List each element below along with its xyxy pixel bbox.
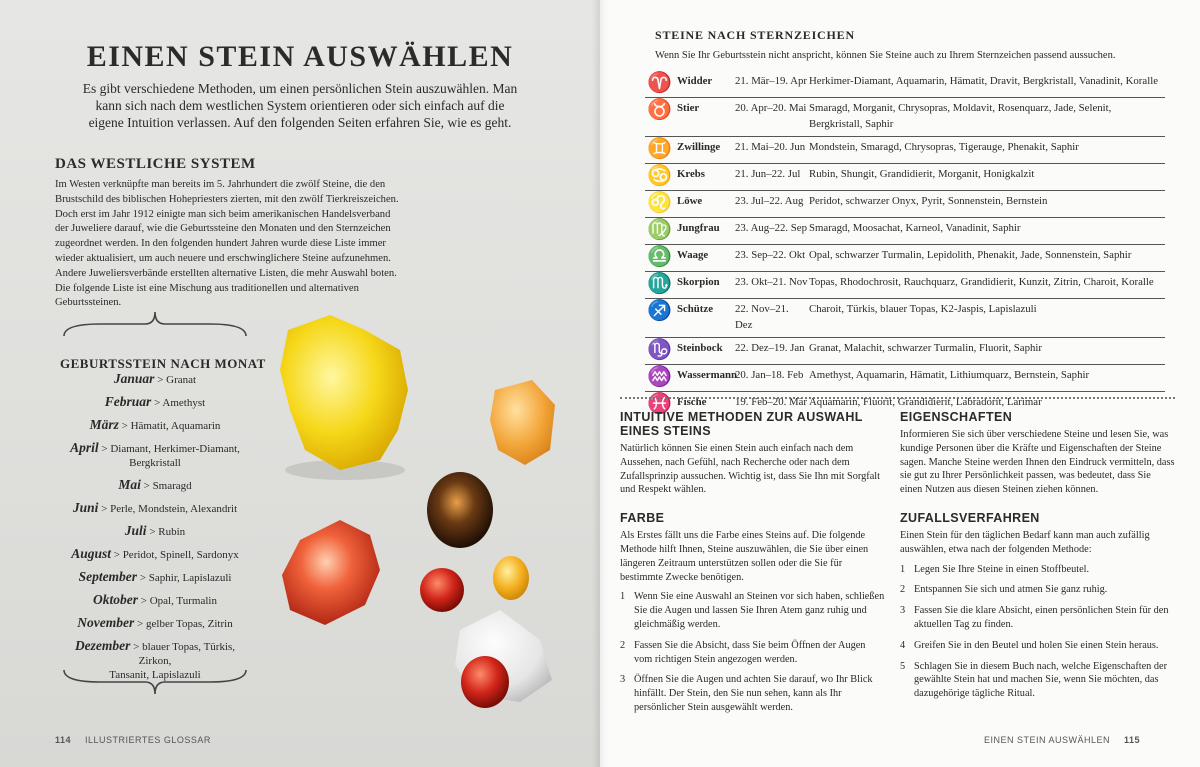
farbe-heading: FARBE <box>620 511 665 526</box>
zodiac-name: Skorpion <box>677 276 720 288</box>
month-row: Mai > Smaragd <box>118 477 192 492</box>
zodiac-row <box>645 299 1165 338</box>
month-row: November > gelber Topas, Zitrin <box>77 615 233 630</box>
zodiac-symbol-icon: ♏ <box>647 273 672 295</box>
zodiac-stones: Peridot, schwarzer Onyx, Pyrit, Sonnenstein, Bernstein <box>809 195 1048 207</box>
zodiac-stones: Herkimer-Diamant, Aquamarin, Hämatit, Dravit, Bergkristall, Vanadinit, Koralle <box>809 75 1158 87</box>
step-text: Fassen Sie die Absicht, dass Sie beim Öffnen der Augen vom richtigen Stein angezogen werden. <box>634 639 866 665</box>
month-name: Mai <box>118 477 141 492</box>
zodiac-name: Schütze <box>677 303 713 315</box>
zodiac-stones: Rubin, Shungit, Grandidierit, Morganit, Honigkalzit <box>809 168 1035 180</box>
step-number: 4 <box>900 639 906 651</box>
left-page-number: 114 <box>55 735 72 745</box>
zodiac-dates: 22. Nov–21. Dez <box>735 303 789 331</box>
zodiac-dates: 21. Mär–19. Apr <box>735 75 807 87</box>
zodiac-dates: 23. Aug–22. Sep <box>735 222 807 234</box>
step-item <box>620 590 885 631</box>
month-stones-cont: Tansanit, Lapislazuli <box>109 669 201 681</box>
zodiac-symbol-icon: ♋ <box>647 165 672 187</box>
intro-paragraph: Es gibt verschiedene Methoden, um einen persönlichen Stein auszuwählen. Man kann sich nach dem westlichen System orientieren oder sich einfach auf die eigene Intuition verlassen. Auf den folgenden Seiten erfahren Sie, wie es geht. <box>82 81 518 130</box>
zodiac-name: Jungfrau <box>677 222 720 234</box>
right-running-title: EINEN STEIN AUSWÄHLEN <box>983 735 1110 745</box>
step-text: Öffnen Sie die Augen und achten Sie darauf, wo Ihr Blick hinfällt. Der Stein, den Sie nun sehen, kann als Ihr persönlicher Stein ausgewählt werden. <box>634 674 873 713</box>
month-name: September <box>78 569 138 584</box>
zodiac-name: Wassermann <box>677 369 737 381</box>
right-column <box>900 410 1175 708</box>
month-name: Juni <box>72 500 99 515</box>
western-system-heading: DAS WESTLICHE SYSTEM <box>55 156 256 172</box>
zufall-heading: ZUFALLSVERFAHREN <box>900 510 1040 525</box>
step-number: 3 <box>620 674 626 686</box>
zodiac-symbol-icon: ♈ <box>647 72 672 94</box>
zodiac-symbol-icon: ♑ <box>647 339 672 361</box>
right-page-number: 115 <box>1123 735 1140 745</box>
step-text: Wenn Sie eine Auswahl an Steinen vor sich haben, schließen Sie die Augen und lassen Sie Ihren Atem ganz ruhig und gleichmäßig werden. <box>634 591 885 630</box>
month-row: September > Saphir, Lapislazuli <box>78 569 232 584</box>
zodiac-row <box>645 137 1165 164</box>
month-name: Januar <box>113 371 155 386</box>
zodiac-name: Löwe <box>677 195 703 207</box>
zodiac-stones: Smaragd, Morganit, Chrysopras, Moldavit, Rosenquarz, Jade, Selenit, Bergkristall, Saphir <box>809 102 1112 130</box>
zodiac-name: Fische <box>677 396 707 408</box>
zodiac-symbol-icon: ♉ <box>647 99 672 121</box>
step-text: Legen Sie Ihre Steine in einen Stoffbeutel. <box>914 563 1090 575</box>
zodiac-row <box>645 71 1165 98</box>
month-stones-cont: Bergkristall <box>129 457 181 469</box>
step-number: 2 <box>620 639 626 651</box>
zodiac-row <box>645 272 1165 299</box>
left-folio <box>55 735 211 745</box>
step-item <box>900 660 1175 701</box>
month-row: Dezember > blauer Topas, Türkis, Zirkon, Tansanit, Lapislazuli <box>60 639 250 682</box>
month-name: November <box>77 615 135 630</box>
month-stones: Peridot, Spinell, Sardonyx <box>122 549 239 561</box>
zodiac-stones: Topas, Rhodochrosit, Rauchquarz, Grandidierit, Kunzit, Zitrin, Charoit, Koralle <box>809 276 1154 288</box>
step-text: Entspannen Sie sich und atmen Sie ganz ruhig. <box>914 584 1108 596</box>
zodiac-table <box>645 71 1165 418</box>
western-system-text: Im Westen verknüpfte man bereits im 5. Jahrhundert die zwölf Steine, die den Brustschild des biblischen Hohepriesters zierten, mit den zwölf Tierkreiszeichen. Doch erst im Jahr 1912 einigte man sich beim amerikanischen Handelsverband der Juweliere darauf, wie die Geburtssteine den Monaten und den Sternzeichen zugeordnet werden. In den folgenden hundert Jahren wurde diese Liste immer wieder aktualisiert, um auch neuere und erschwinglichere Steine aufzunehmen. Andere Juweliersverbände erstellten alternative Listen, die mehr Auswahl boten. Die folgende Liste ist eine Mischung aus traditionellen und alternativen Geburtssteinen. <box>55 179 399 309</box>
month-row: Oktober > Opal, Turmalin <box>93 592 217 607</box>
zodiac-stones: Mondstein, Smaragd, Chrysopras, Tigerauge, Phenakit, Saphir <box>809 141 1079 153</box>
right-folio <box>970 735 1140 745</box>
zodiac-row <box>645 218 1165 245</box>
farbe-text: Als Erstes fällt uns die Farbe eines Steins auf. Die folgende Methode hilft Ihnen, Steine auszuwählen, die Sie über einen längeren Zeitraum unterstützen sollen oder die Sie für bestimmte Zwecke benötigen. <box>620 530 869 583</box>
birthstone-month-list <box>60 372 250 690</box>
month-row: August > Peridot, Spinell, Sardonyx <box>71 546 239 561</box>
step-text: Fassen Sie die klare Absicht, einen persönlichen Stein für den aktuellen Tag zu finden. <box>914 605 1169 630</box>
zodiac-dates: 21. Mai–20. Jun <box>735 141 806 153</box>
eigenschaften-heading: EIGENSCHAFTEN <box>900 410 1013 424</box>
left-column <box>620 410 885 722</box>
zodiac-stones: Charoit, Türkis, blauer Topas, K2-Jaspis, Lapislazuli <box>809 303 1037 315</box>
zodiac-name: Krebs <box>677 168 705 180</box>
eigenschaften-text: Informieren Sie sich über verschiedene Steine und lesen Sie, was kundige Personen über die Kräfte und Eigenschaften der Steine sagen. Manche Steine werden Ihnen den Eindruck vermitteln, dass sie gut zu Ihrer Persönlichkeit passen, was bedeutet, dass Sie einen Nutzen aus diesen Steinen ziehen können. <box>900 429 1175 496</box>
step-number: 1 <box>620 591 626 603</box>
zodiac-symbol-icon: ♒ <box>647 366 672 388</box>
intuitive-heading: INTUITIVE METHODEN ZUR AUSWAHL EINES STEINS <box>620 410 863 438</box>
month-name: April <box>70 440 99 455</box>
zodiac-row <box>645 164 1165 191</box>
page-title: EINEN STEIN AUSWÄHLEN <box>86 40 514 73</box>
zodiac-dates: 20. Apr–20. Mai <box>735 102 807 114</box>
left-running-title: ILLUSTRIERTES GLOSSAR <box>85 735 211 745</box>
month-name: Dezember <box>74 638 131 653</box>
month-row: Juli > Rubin <box>124 523 186 538</box>
step-number: 1 <box>900 563 906 575</box>
month-stones: Saphir, Lapislazuli <box>148 572 232 584</box>
zodiac-dates: 19. Feb–20. Mär <box>735 396 807 408</box>
zodiac-stones: Opal, schwarzer Turmalin, Lepidolith, Phenakit, Jade, Sonnenstein, Saphir <box>809 249 1132 261</box>
zodiac-row <box>645 338 1165 365</box>
month-stones: Opal, Turmalin <box>149 595 217 607</box>
zodiac-symbol-icon: ♊ <box>647 138 672 160</box>
step-item <box>900 639 1175 653</box>
step-item <box>900 604 1175 632</box>
zodiac-symbol-icon: ♎ <box>647 246 672 268</box>
zodiac-dates: 21. Jun–22. Jul <box>735 168 801 180</box>
step-number: 5 <box>900 660 906 672</box>
zodiac-stones: Aquamarin, Fluorit, Grandidierit, Labradorit, Larimar <box>809 396 1042 408</box>
zodiac-name: Widder <box>677 75 713 87</box>
zodiac-dates: 23. Sep–22. Okt <box>735 249 806 261</box>
zodiac-dates: 22. Dez–19. Jan <box>735 342 805 354</box>
dotted-divider <box>620 397 1175 399</box>
zodiac-symbol-icon: ♌ <box>647 192 672 214</box>
step-text: Greifen Sie in den Beutel und holen Sie einen Stein heraus. <box>914 639 1159 651</box>
zodiac-dates: 23. Jul–22. Aug <box>735 195 804 207</box>
step-item <box>620 673 885 714</box>
month-name: März <box>89 417 119 432</box>
intuitive-text: Natürlich können Sie einen Stein auch einfach nach dem Aussehen, nach Gefühl, nach Recherche oder nach dem Zufallsprinzip aussuchen. Wichtig ist, dass Sie Ihn mit Sorgfalt und Respekt wählen. <box>620 443 881 496</box>
month-name: Februar <box>104 394 152 409</box>
month-row: März > Hämatit, Aquamarin <box>89 417 221 432</box>
month-name: August <box>71 546 111 561</box>
step-item <box>900 563 1175 577</box>
farbe-steps <box>620 590 885 714</box>
zodiac-symbol-icon: ♐ <box>647 300 672 322</box>
zodiac-row <box>645 191 1165 218</box>
month-stones: blauer Topas, Türkis, Zirkon, <box>138 641 236 667</box>
month-row: Februar > Amethyst <box>104 394 206 409</box>
month-stones: Hämatit, Aquamarin <box>130 420 221 432</box>
step-number: 2 <box>900 584 906 596</box>
zodiac-stones: Smaragd, Moosachat, Karneol, Vanadinit, Saphir <box>809 222 1021 234</box>
month-stones: gelber Topas, Zitrin <box>146 618 233 630</box>
zodiac-row <box>645 98 1165 137</box>
birthstone-month-heading: GEBURTSSTEIN NACH MONAT <box>60 356 266 371</box>
zodiac-name: Stier <box>677 102 700 114</box>
zodiac-stones: Amethyst, Aquamarin, Hämatit, Lithiumquarz, Bernstein, Saphir <box>809 369 1090 381</box>
step-number: 3 <box>900 605 906 617</box>
month-stones: Perle, Mondstein, Alexandrit <box>110 503 238 515</box>
zodiac-dates: 23. Okt–21. Nov <box>735 276 808 288</box>
zodiac-symbol-icon: ♓ <box>647 393 672 415</box>
month-stones: Diamant, Herkimer-Diamant, <box>110 443 240 455</box>
step-item <box>620 639 885 667</box>
zodiac-heading: STEINE NACH STERNZEICHEN <box>655 28 855 42</box>
bottom-brace-ornament <box>60 668 250 698</box>
month-stones: Rubin <box>158 526 186 538</box>
month-name: Juli <box>124 523 147 538</box>
zodiac-stones: Granat, Malachit, schwarzer Turmalin, Fluorit, Saphir <box>809 342 1042 354</box>
month-row: Januar > Granat <box>113 371 197 386</box>
zodiac-name: Steinbock <box>677 342 723 354</box>
zodiac-symbol-icon: ♍ <box>647 219 672 241</box>
month-stones: Smaragd <box>152 480 192 492</box>
zodiac-row <box>645 245 1165 272</box>
month-stones: Granat <box>166 374 197 386</box>
zodiac-row <box>645 365 1165 392</box>
step-text: Schlagen Sie in diesem Buch nach, welche Eigenschaften der gewählte Stein hat und machen Sie, wenn Sie möchten, das dazugehörige tägliche Ritual. <box>914 660 1168 700</box>
month-row: April > Diamant, Herkimer-Diamant, Bergkristall <box>60 441 250 470</box>
gemstones-photo <box>270 310 570 730</box>
step-item <box>900 583 1175 597</box>
zodiac-dates: 20. Jan–18. Feb <box>735 369 804 381</box>
month-row: Juni > Perle, Mondstein, Alexandrit <box>72 500 238 515</box>
top-brace-ornament <box>60 308 250 338</box>
zufall-steps <box>900 563 1175 701</box>
month-stones: Amethyst <box>162 397 206 409</box>
zodiac-name: Waage <box>677 249 709 261</box>
book-gutter <box>592 0 608 767</box>
zodiac-intro: Wenn Sie Ihr Geburtsstein nicht anspricht, können Sie Steine auch zu Ihrem Sternzeichen passend aussuchen. <box>655 50 1116 61</box>
zufall-text: Einen Stein für den täglichen Bedarf kann man auch zufällig auswählen, etwa nach der folgenden Methode: <box>900 529 1150 555</box>
month-name: Oktober <box>93 592 139 607</box>
zodiac-name: Zwillinge <box>677 141 721 153</box>
